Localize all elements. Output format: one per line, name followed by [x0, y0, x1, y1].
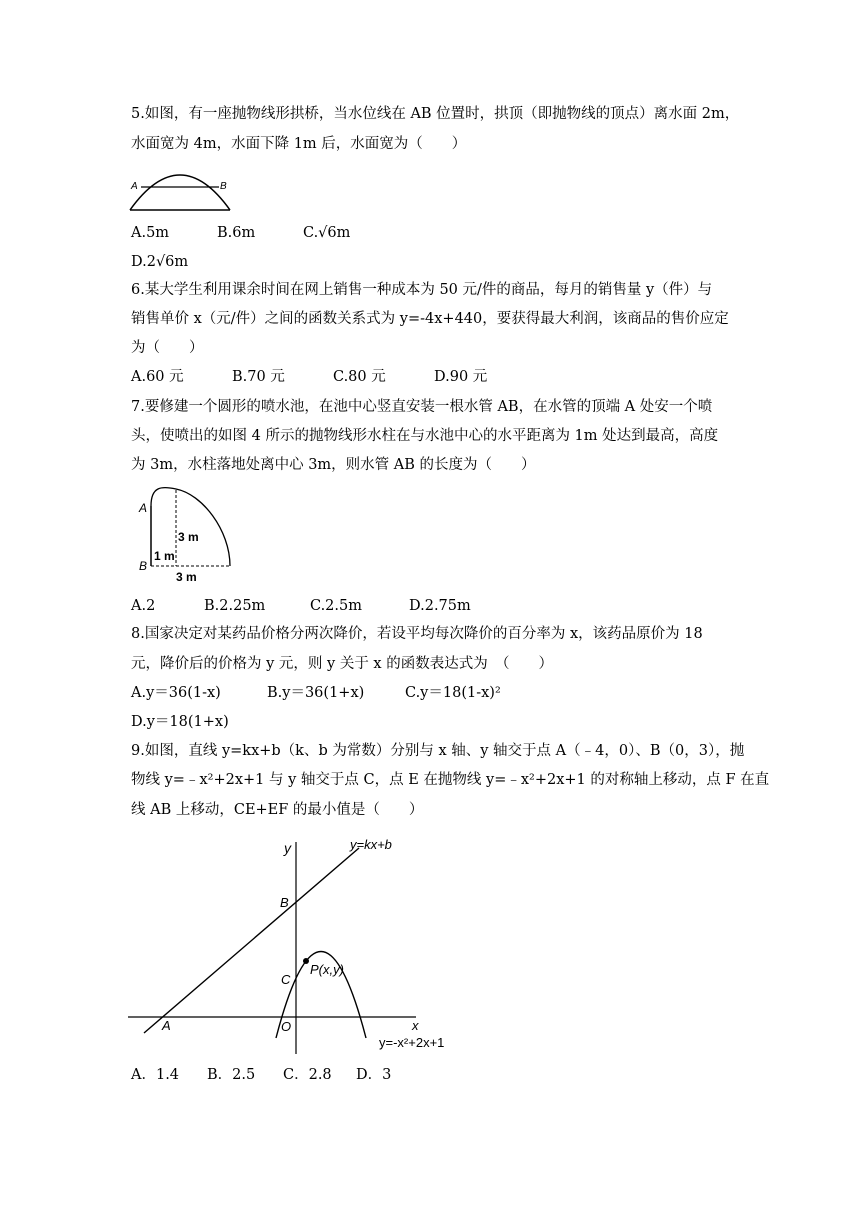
q5-bridge-figure	[128, 158, 234, 214]
q7-label-3m-vertical: 3 m	[178, 530, 199, 544]
q6-stem-line-2: 销售单价 x（元/件）之间的函数关系式为 y=-4x+440，要获得最大利润，该商品的售价应定	[131, 311, 729, 327]
q7-option-b[interactable]: B.2.25m	[204, 598, 266, 614]
q9-label-parabola-equation: y=-x²+2x+1	[379, 1035, 445, 1050]
q7-option-a[interactable]: A.2	[131, 598, 156, 614]
q5-label-b: B	[220, 181, 227, 192]
q9-option-a[interactable]: A．1.4	[131, 1067, 180, 1083]
q9-label-origin: O	[281, 1019, 292, 1034]
q9-option-c[interactable]: C．2.8	[283, 1067, 332, 1083]
q8-option-b[interactable]: B.y＝36(1+x)	[267, 685, 365, 701]
q9-option-b[interactable]: B．2.5	[207, 1067, 256, 1083]
q5-option-c[interactable]: C.√6m	[303, 225, 351, 241]
q7-label-3m-horizontal: 3 m	[176, 570, 197, 584]
q5-stem-line-1: 5.如图，有一座抛物线形拱桥，当水位线在 AB 位置时，拱顶（即抛物线的顶点）离水面 2m，	[131, 106, 740, 122]
q6-options	[131, 367, 487, 387]
q5-option-a[interactable]: A.5m	[131, 225, 170, 241]
q9-option-d[interactable]: D．3	[356, 1067, 392, 1083]
q8-option-a[interactable]: A.y＝36(1-x)	[131, 685, 221, 701]
q6-stem-line-1: 6.某大学生利用课余时间在网上销售一种成本为 50 元/件的商品，每月的销售量 y（件）与	[131, 282, 713, 298]
q7-fountain-figure	[130, 484, 240, 586]
q6-option-d[interactable]: D.90 元	[434, 369, 488, 385]
q8-stem-line-2: 元，降价后的价格为 y 元，则 y 关于 x 的函数表达式为 （ ）	[131, 656, 553, 672]
q9-stem-line-1: 9.如图，直线 y=kx+b（k、b 为常数）分别与 x 轴、y 轴交于点 A（﹣4，0）、B（0，3），抛	[131, 743, 745, 759]
q8-option-c[interactable]: C.y＝18(1-x)²	[405, 685, 501, 701]
q7-label-b: B	[139, 559, 148, 573]
q5-stem-line-2: 水面宽为 4m，水面下降 1m 后，水面宽为（ ）	[131, 136, 467, 152]
q7-stem-line-3: 为 3m，水柱落地处离中心 3m，则水管 AB 的长度为（ ）	[131, 457, 536, 473]
q6-option-c[interactable]: C.80 元	[333, 369, 386, 385]
q9-label-point-c: C	[281, 972, 291, 987]
q6-option-a[interactable]: A.60 元	[131, 369, 184, 385]
q7-label-a: A	[139, 501, 148, 515]
q5-label-a: A	[131, 181, 138, 192]
q9-stem-line-3: 线 AB 上移动，CE+EF 的最小值是（ ）	[131, 802, 424, 818]
q8-stem-line-1: 8.国家决定对某药品价格分两次降价，若设平均每次降价的百分率为 x，该药品原价为 18	[131, 626, 703, 642]
q9-label-point-p: P(x,y)	[310, 962, 344, 977]
q7-label-1m: 1 m	[154, 549, 175, 563]
q7-stem-line-1: 7.要修建一个圆形的喷水池，在池中心竖直安装一根水管 AB，在水管的顶端 A 处安一个喷	[131, 399, 713, 415]
q9-label-point-a: A	[162, 1018, 171, 1033]
q9-stem-line-2: 物线 y=﹣x²+2x+1 与 y 轴交于点 C，点 E 在抛物线 y=﹣x²+2x+1 的对称轴上移动，点 F 在直	[131, 772, 770, 788]
q9-label-point-b: B	[280, 895, 289, 910]
q6-option-b[interactable]: B.70 元	[232, 369, 285, 385]
q6-stem-line-3: 为（ ）	[131, 340, 204, 356]
q7-stem-line-2: 头，使喷出的如图 4 所示的抛物线形水柱在与水池中心的水平距离为 1m 处达到最高，高度	[131, 428, 719, 444]
q5-options-row-1	[131, 223, 350, 243]
q7-option-c[interactable]: C.2.5m	[310, 598, 362, 614]
q9-label-y-axis: y	[284, 840, 291, 856]
q9-label-line-equation: y=kx+b	[350, 837, 392, 852]
q9-label-x-axis: x	[412, 1018, 419, 1033]
q9-options	[131, 1065, 391, 1085]
q9-coordinate-figure	[128, 834, 458, 1059]
q7-option-d[interactable]: D.2.75m	[409, 598, 471, 614]
q8-options-row-1	[131, 683, 501, 703]
q5-option-d[interactable]: D.2√6m	[131, 254, 189, 270]
q5-option-b[interactable]: B.6m	[217, 225, 256, 241]
q7-options	[131, 596, 471, 616]
q8-option-d[interactable]: D.y＝18(1+x)	[131, 714, 229, 730]
